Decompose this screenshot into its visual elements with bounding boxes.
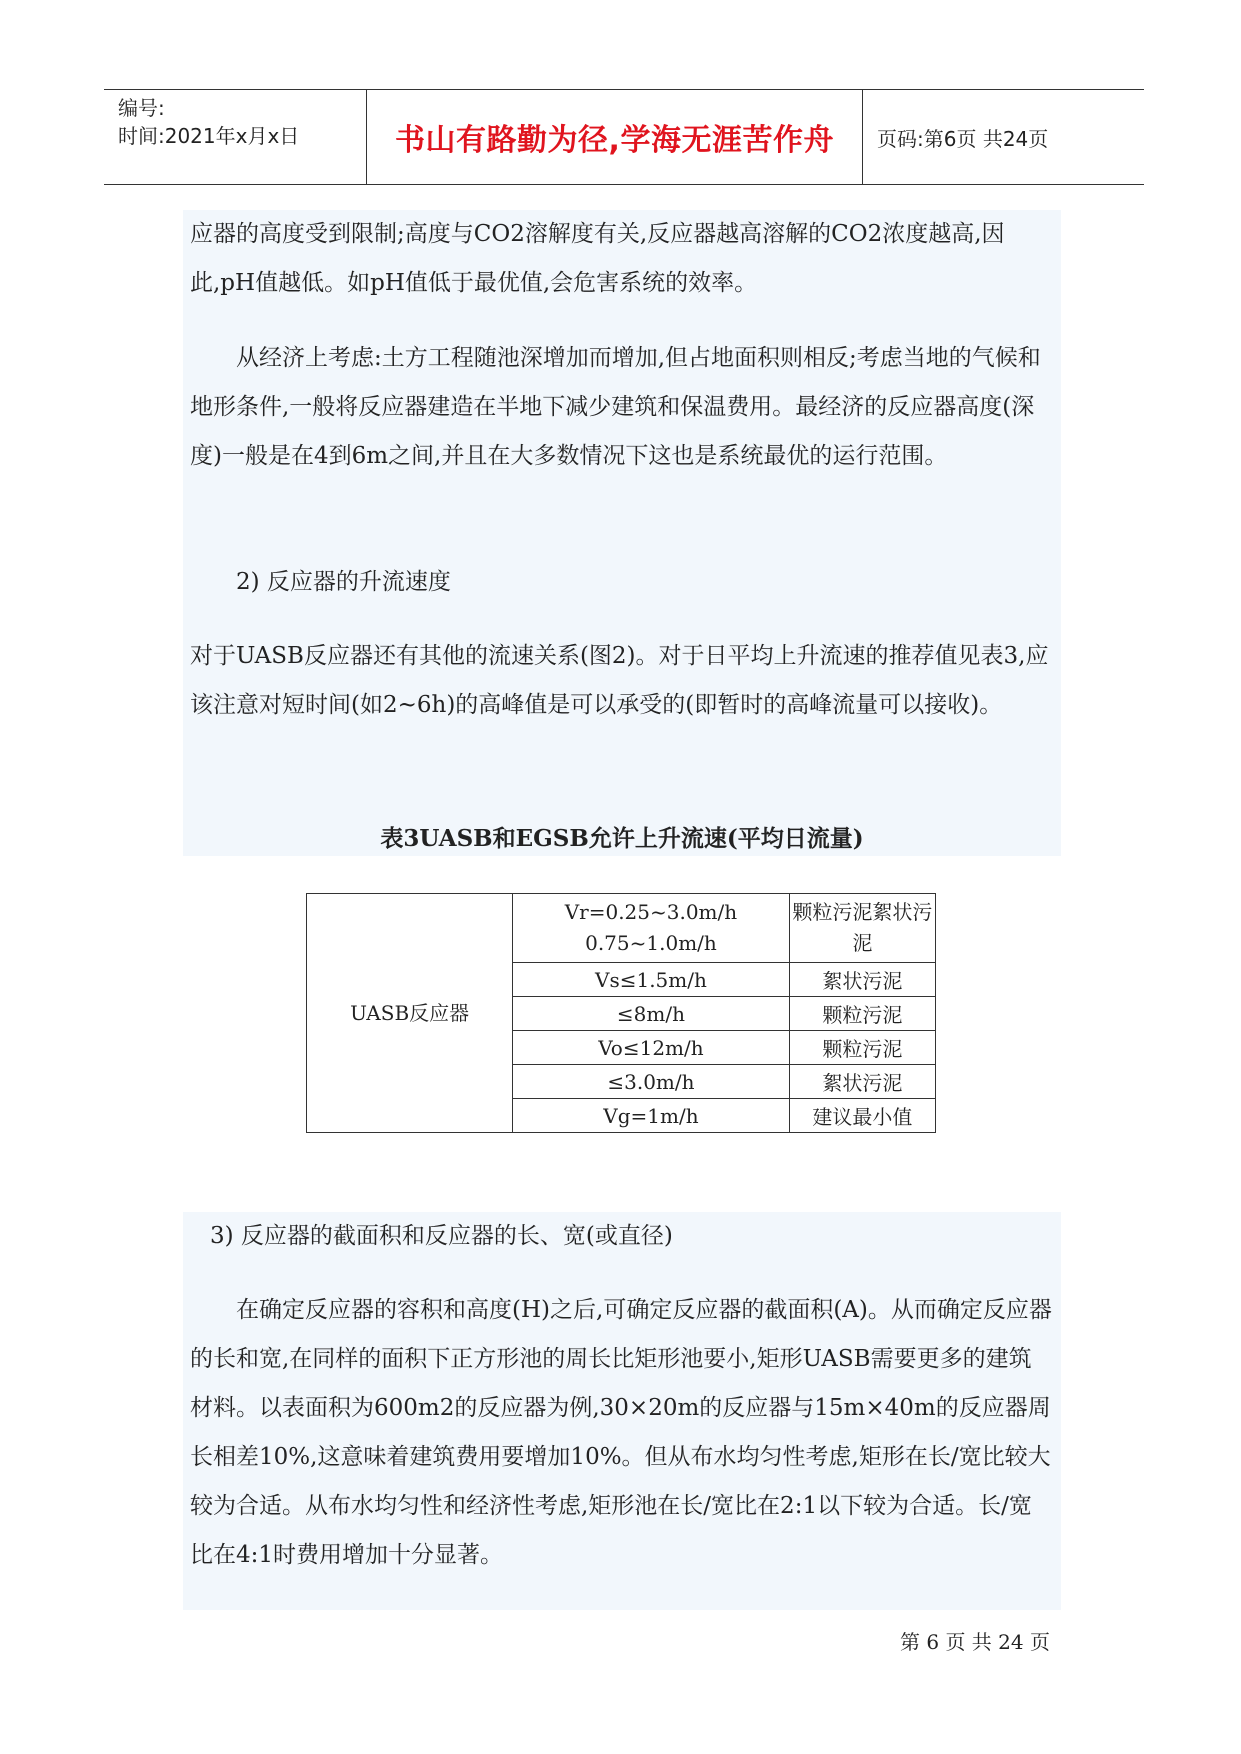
section-heading-upflow-velocity: 2) 反应器的升流速度 [236, 569, 451, 595]
table-value-cell: Vo≤12m/h [513, 1031, 789, 1065]
upflow-velocity-table [306, 893, 936, 1133]
paragraph-reactor-height: 应器的高度受到限制;高度与CO2溶解度有关,反应器越高溶解的CO2浓度越高,因此,pH值越低。如pH值低于最优值,会危害系统的效率。 [190, 221, 1005, 296]
table-value-cell: Vg=1m/h [513, 1099, 789, 1133]
header-page-cell [863, 90, 1144, 184]
table-value-cell: ≤8m/h [513, 997, 789, 1031]
table-row [307, 894, 936, 963]
section-heading-cross-section: 3) 反应器的截面积和反应器的长、宽(或直径) [210, 1223, 673, 1249]
table-type-cell: 颗粒污泥 [789, 997, 935, 1031]
header-page-number: 页码:第6页 共24页 [877, 126, 1049, 151]
header-motto: 书山有路勤为径,学海无涯苦作舟 [395, 123, 834, 158]
document-number-label: 编号: [118, 96, 165, 120]
table-value-cell: Vr=0.25~3.0m/h 0.75~1.0m/h [513, 894, 789, 963]
page-footer: 第 6 页 共 24 页 [900, 1630, 1050, 1654]
table-type-cell: 絮状污泥 [789, 1065, 935, 1099]
header-meta-cell [104, 90, 367, 184]
table-type-cell: 絮状污泥 [789, 963, 935, 997]
table-type-cell: 颗粒污泥 [789, 1031, 935, 1065]
table-type-cell: 建议最小值 [789, 1099, 935, 1133]
paragraph-flow-relationship: 对于UASB反应器还有其他的流速关系(图2)。对于日平均上升流速的推荐值见表3,应该注意对短时间(如2~6h)的高峰值是可以承受的(即暂时的高峰流量可以接收)。 [190, 643, 1049, 718]
document-time-label: 时间:2021年x月x日 [118, 124, 300, 148]
document-header [104, 89, 1144, 185]
paragraph-economic-consideration: 从经济上考虑:土方工程随池深增加而增加,但占地面积则相反;考虑当地的气候和地形条件,一般将反应器建造在半地下减少建筑和保温费用。最经济的反应器高度(深度)一般是在4到6m之间,并且在大多数情况下这也是系统最优的运行范围。 [190, 345, 1041, 469]
paragraph-cross-section-area: 在确定反应器的容积和高度(H)之后,可确定反应器的截面积(A)。从而确定反应器的长和宽,在同样的面积下正方形池的周长比矩形池要小,矩形UASB需要更多的建筑材料。以表面积为600m2的反应器为例,30×20m的反应器与15m×40m的反应器周长相差10%,这意味着建筑费用要增加10%。但从布水均匀性考虑,矩形在长/宽比较大较为合适。从布水均匀性和经济性考虑,矩形池在长/宽比在2:1以下较为合适。长/宽比在4:1时费用增加十分显著。 [190, 1297, 1052, 1568]
table-value-cell: ≤3.0m/h [513, 1065, 789, 1099]
table-reactor-cell: UASB反应器 [307, 894, 513, 1133]
header-motto-cell [367, 90, 863, 184]
table-caption: 表3UASB和EGSB允许上升流速(平均日流量) [380, 825, 864, 852]
table-type-cell: 颗粒污泥絮状污泥 [789, 894, 935, 963]
table-value-cell: Vs≤1.5m/h [513, 963, 789, 997]
